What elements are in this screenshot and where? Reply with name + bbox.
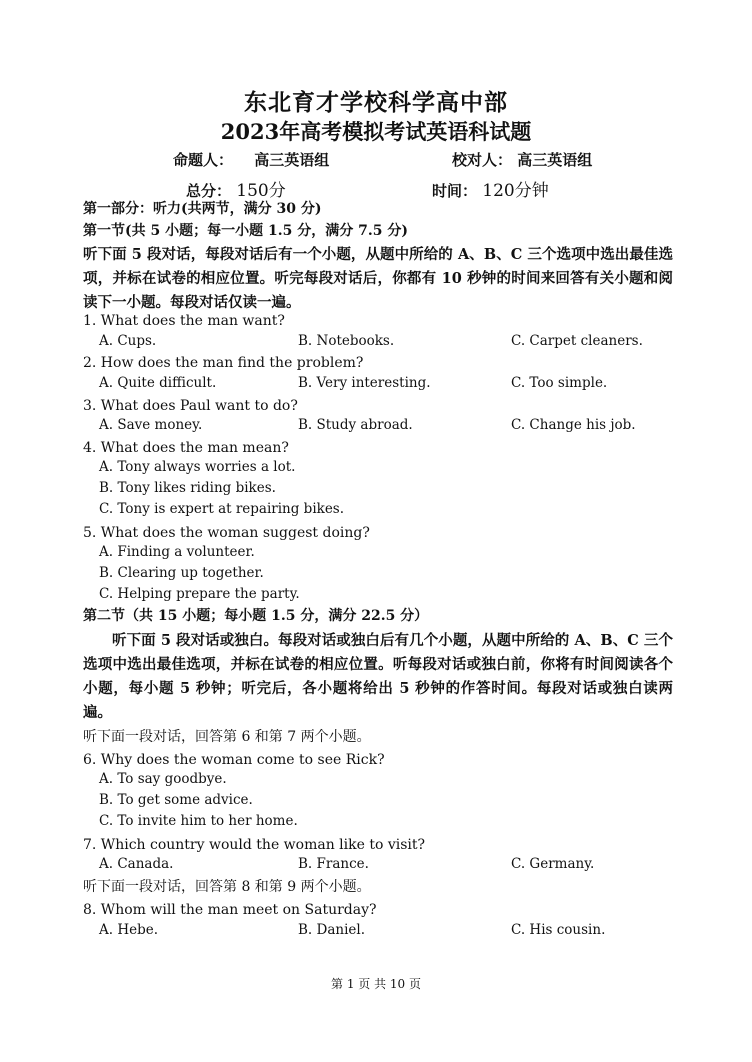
q1-option-a: A. Cups. [99, 333, 157, 349]
cue-6-7: 听下面一段对话，回答第 6 和第 7 两个小题。 [83, 729, 371, 745]
q7-option-b: B. France. [298, 856, 369, 872]
q5-option-a: A. Finding a volunteer. [99, 544, 255, 560]
exam-title: 2023年高考模拟考试英语科试题 [220, 119, 532, 144]
time-value: 120分钟 [482, 181, 549, 201]
checker-label: 校对人： [452, 151, 513, 169]
part1-title: 第一部分：听力(共两节，满分 30 分) [83, 201, 322, 217]
section1-instructions: 听下面 5 段对话，每段对话后有一个小题，从题中所给的 A、B、C 三个选项中选出最佳选项，并标在试卷的相应位置。听完每段对话后，你都有 10 秒钟的时间来回答有关小题和阅读下一小题。每段对话仅读一遍。 [83, 246, 673, 311]
q6-option-a: A. To say goodbye. [99, 771, 227, 787]
question-8: 8. Whom will the man meet on Saturday? [83, 902, 377, 918]
cue-8-9: 听下面一段对话，回答第 8 和第 9 两个小题。 [83, 879, 371, 895]
total-score-info [186, 176, 286, 201]
time-label: 时间： [432, 182, 478, 200]
q4-option-a: A. Tony always worries a lot. [99, 459, 296, 475]
q5-option-b: B. Clearing up together. [99, 565, 264, 581]
section2-instructions: 听下面 5 段对话或独白。每段对话或独白后有几个小题，从题中所给的 A、B、C 三个选项中选出最佳选项，并标在试卷的相应位置。听每段对话或独白前，你将有时间阅读各个小题，每小题 5 秒钟；听完后，各小题将给出 5 秒钟的作答时间。每段对话或独白读两遍。 [83, 632, 673, 721]
q1-option-c: C. Carpet cleaners. [511, 333, 643, 349]
checker-value: 高三英语组 [517, 151, 593, 169]
q5-option-c: C. Helping prepare the party. [99, 586, 300, 602]
section1-title: 第一节(共 5 小题；每一小题 1.5 分，满分 7.5 分) [83, 223, 408, 239]
question-3: 3. What does Paul want to do? [83, 398, 298, 414]
setter-info [173, 149, 329, 170]
q8-option-b: B. Daniel. [298, 922, 365, 938]
q7-option-a: A. Canada. [99, 856, 174, 872]
q8-option-c: C. His cousin. [511, 922, 606, 938]
q3-option-b: B. Study abroad. [298, 417, 413, 433]
section2-title: 第二节（共 15 小题；每小题 1.5 分，满分 22.5 分） [83, 608, 429, 624]
school-name: 东北育才学校科学高中部 [244, 89, 508, 116]
question-5: 5. What does the woman suggest doing? [83, 525, 370, 541]
q6-option-c: C. To invite him to her home. [99, 813, 298, 829]
q6-option-b: B. To get some advice. [99, 792, 253, 808]
question-2: 2. How does the man find the problem? [83, 355, 364, 371]
question-4: 4. What does the man mean? [83, 440, 289, 456]
total-label: 总分： [186, 182, 232, 200]
question-6: 6. Why does the woman come to see Rick? [83, 752, 385, 768]
q4-option-b: B. Tony likes riding bikes. [99, 480, 276, 496]
question-7: 7. Which country would the woman like to visit? [83, 837, 426, 853]
setter-label: 命题人： [173, 151, 234, 169]
page-number: 第 1 页 共 10 页 [331, 977, 421, 991]
q8-option-a: A. Hebe. [99, 922, 159, 938]
total-value: 150分 [236, 181, 286, 201]
q3-option-a: A. Save money. [99, 417, 203, 433]
q7-option-c: C. Germany. [511, 856, 595, 872]
q1-option-b: B. Notebooks. [298, 333, 395, 349]
q2-option-a: A. Quite difficult. [99, 375, 217, 391]
q2-option-c: C. Too simple. [511, 375, 608, 391]
checker-info [452, 149, 592, 170]
q2-option-b: B. Very interesting. [298, 375, 431, 391]
q4-option-c: C. Tony is expert at repairing bikes. [99, 501, 345, 517]
setter-value: 高三英语组 [254, 151, 330, 169]
q3-option-c: C. Change his job. [511, 417, 636, 433]
time-info [432, 176, 549, 201]
question-1: 1. What does the man want? [83, 313, 285, 329]
